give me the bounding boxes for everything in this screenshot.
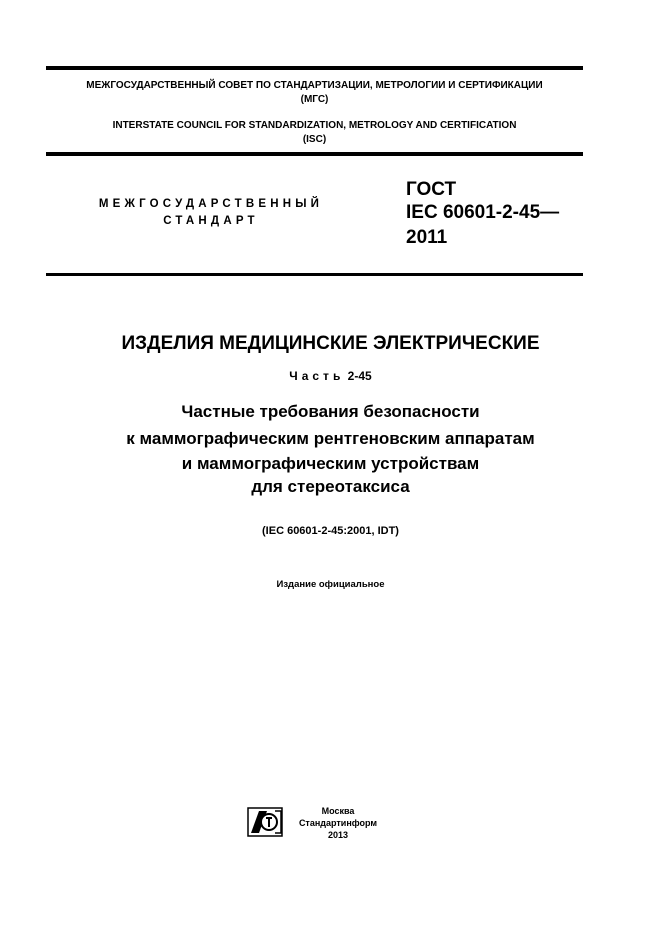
document-title: ИЗДЕЛИЯ МЕДИЦИНСКИЕ ЭЛЕКТРИЧЕСКИЕ <box>121 333 540 354</box>
edition-label: Издание официальное <box>276 579 385 590</box>
council-ru-abbr: (МГС) <box>300 94 329 105</box>
standartinform-logo-icon <box>247 807 283 837</box>
subtitle-line: и маммографическим устройствам <box>181 454 480 473</box>
publisher-name: Стандартинформ <box>298 818 378 828</box>
standard-type-line2: СТАНДАРТ <box>163 215 259 227</box>
council-bottom-rule <box>46 152 583 156</box>
council-ru-name: МЕЖГОСУДАРСТВЕННЫЙ СОВЕТ ПО СТАНДАРТИЗАЦИИ, МЕТРОЛОГИИ И СЕРТИФИКАЦИИ <box>86 80 543 91</box>
designation-prefix: ГОСТ <box>406 179 457 200</box>
designation-number: IEC 60601-2-45— <box>406 202 560 223</box>
top-rule <box>46 66 583 70</box>
standard-type-line1: МЕЖГОСУДАРСТВЕННЫЙ <box>98 198 324 210</box>
publisher-year: 2013 <box>327 830 349 840</box>
council-en-name: INTERSTATE COUNCIL FOR STANDARDIZATION, METROLOGY AND CERTIFICATION <box>112 120 517 131</box>
subtitle-line: Частные требования безопасности <box>181 402 480 421</box>
council-en-abbr: (ISC) <box>302 134 327 145</box>
subtitle-line: для стереотаксиса <box>251 477 410 496</box>
publisher-block <box>298 805 378 841</box>
subtitle-line: к маммографическим рентгеновским аппаратам <box>126 429 535 448</box>
iec-reference: (IEC 60601-2-45:2001, IDT) <box>262 525 399 537</box>
part-number: 2-45 <box>347 369 372 383</box>
publisher-city: Москва <box>321 806 355 816</box>
part-label <box>0 369 661 383</box>
header-bottom-rule <box>46 273 583 276</box>
designation-year: 2011 <box>406 227 448 248</box>
part-word: Часть <box>289 369 345 383</box>
